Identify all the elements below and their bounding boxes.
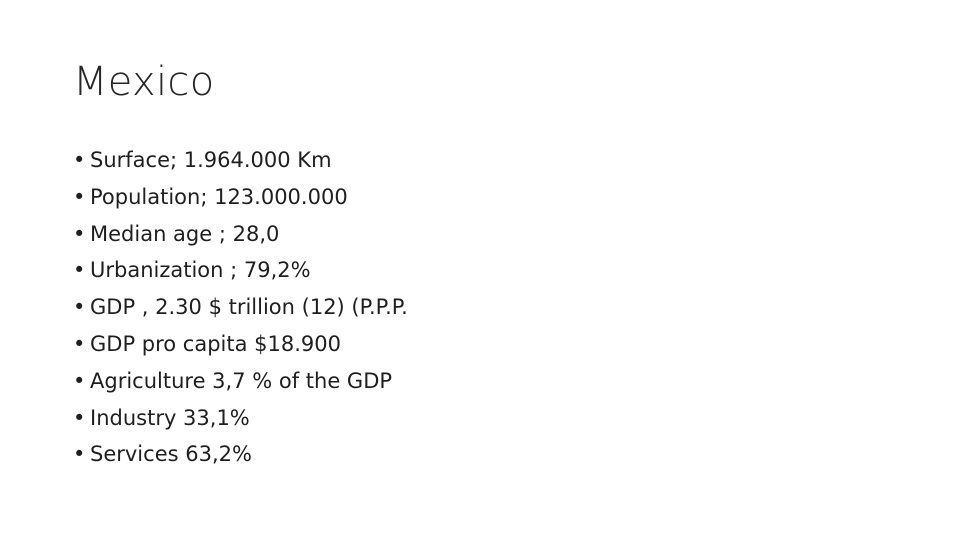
bullet-item xyxy=(73,400,408,437)
bullet-text: Industry 33,1% xyxy=(90,405,250,430)
bullet-item xyxy=(73,216,408,253)
bullet-list xyxy=(73,142,408,473)
bullet-icon: • xyxy=(73,221,86,246)
bullet-text: Services 63,2% xyxy=(90,442,252,467)
bullet-item xyxy=(73,289,408,326)
bullet-text: GDP pro capita $18.900 xyxy=(90,331,342,356)
bullet-icon: • xyxy=(73,184,86,209)
bullet-text: Population; 123.000.000 xyxy=(90,184,348,209)
bullet-text: Surface; 1.964.000 Km xyxy=(90,148,332,172)
bullet-icon: • xyxy=(73,331,86,356)
bullet-text: Urbanization ; 79,2% xyxy=(90,258,311,283)
bullet-item xyxy=(73,142,408,179)
bullet-item xyxy=(73,363,408,400)
bullet-text: Agriculture 3,7 % of the GDP xyxy=(90,368,393,393)
bullet-icon: • xyxy=(73,368,86,393)
bullet-item xyxy=(73,326,408,363)
bullet-icon: • xyxy=(73,442,86,467)
bullet-icon: • xyxy=(73,295,86,320)
bullet-item xyxy=(73,436,408,473)
bullet-icon: • xyxy=(73,148,86,172)
bullet-text: Median age ; 28,0 xyxy=(90,221,280,246)
bullet-icon: • xyxy=(73,405,86,430)
bullet-item xyxy=(73,252,408,289)
slide-title: Mexico xyxy=(73,59,215,105)
bullet-item xyxy=(73,179,408,216)
bullet-text: GDP , 2.30 $ trillion (12) (P.P.P. xyxy=(90,295,408,320)
bullet-icon: • xyxy=(73,258,86,283)
